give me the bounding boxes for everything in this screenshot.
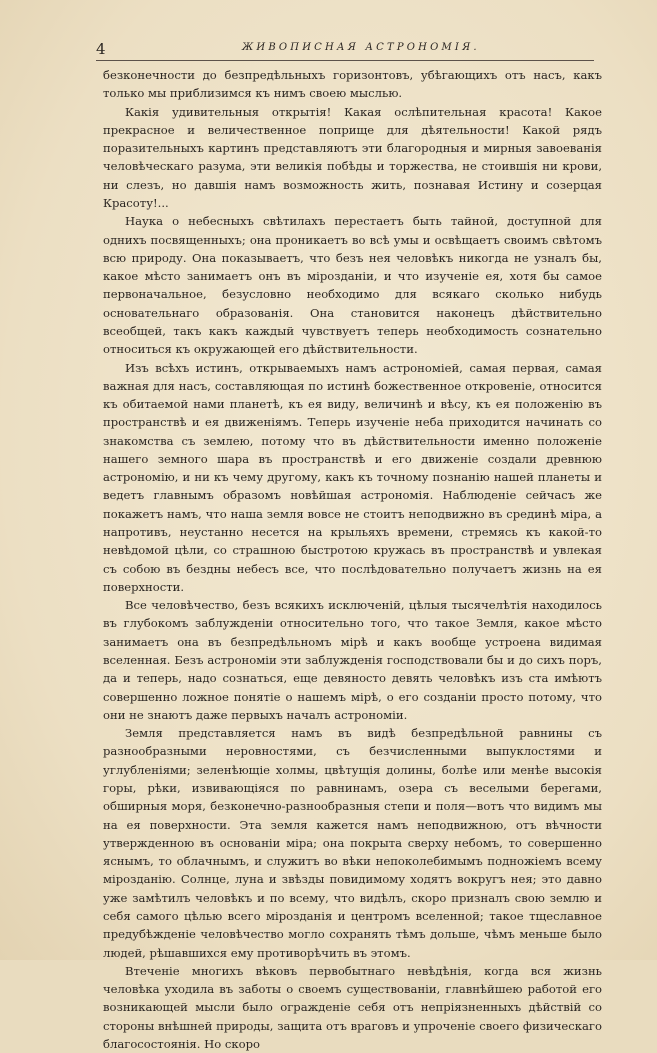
paragraph: Все человѣчество, безъ всякихъ исключеній, цѣлыя тысячелѣтія находилось въ глубокомъ заблужденіи относительно того, что такое Земля, какое мѣсто занимаетъ она въ безпредѣльномъ мірѣ и какъ вообще устроена видимая вселенная. Безъ астрономіи эти заблужденія господствовали бы и до сихъ поръ, да и теперь, надо сознаться, еще девяносто девять человѣкъ изъ ста имѣютъ совершенно ложное понятіе о нашемъ мірѣ, о его созданіи просто потому, что они не знаютъ даже первыхъ началъ астрономіи. (103, 598, 602, 722)
paragraph: безконечности до безпредѣльныхъ горизонтовъ, убѣгающихъ отъ насъ, какъ только мы приблизимся къ нимъ своею мыслью. (103, 68, 602, 101)
paragraph: Какія удивительныя открытія! Какая ослѣпительная красота! Какое прекрасное и величественное поприще для дѣятельности! Какой рядъ поразительныхъ картинъ представляютъ эти благородныя и мирныя завоеванія человѣческаго разума, эти великія побѣды и торжества, не стоившія ни крови, ни слезъ, но давшія намъ возможность жить, познавая Истину и созерцая Красоту!... (103, 104, 602, 210)
page-header (96, 40, 596, 60)
body-text (103, 66, 602, 1053)
header-rule (96, 60, 594, 61)
paragraph: Изъ всѣхъ истинъ, открываемыхъ намъ астрономіей, самая первая, самая важная для насъ, составляющая по истинѣ божественное откровеніе, относится къ обитаемой нами планетѣ, къ ея виду, величинѣ и вѣсу, къ ея положенію въ пространствѣ и ея движеніямъ. Теперь изученіе неба приходится начинать со знакомства съ землею, потому что въ дѣйствительности именно положеніе нашего земного шара въ пространствѣ и его движеніе создали древнюю астрономію, и ни къ чему другому, какъ къ точному познанію нашей планеты и ведетъ главнымъ образомъ новѣйшая астрономія. Наблюденіе сейчасъ же покажетъ намъ, что наша земля вовсе не стоитъ неподвижно въ срединѣ міра, а напротивъ, неустанно несется на крыльяхъ времени, стремясь къ какой-то невѣдомой цѣли, со страшною быстротою кружась въ пространствѣ и увлекая съ собою въ бездны небесъ все, что послѣдовательно получаетъ жизнь на ея поверхности. (103, 360, 602, 594)
page-number: 4 (96, 40, 106, 58)
running-title: ЖИВОПИСНАЯ АСТРОНОМІЯ. (242, 42, 480, 53)
paragraph: Наука о небесныхъ свѣтилахъ перестаетъ быть тайной, доступной для однихъ посвященныхъ; она проникаетъ во всѣ умы и освѣщаетъ своимъ свѣтомъ всю природу. Она показываетъ, что безъ нея человѣкъ никогда не узналъ бы, какое мѣсто занимаетъ онъ въ мірозданіи, и что изученіе ея, хотя бы самое первоначальное, безусловно необходимо для всякаго сколько нибудь основательнаго образованія. Она становится наконецъ дѣйствительно всеобщей, такъ какъ каждый чувствуетъ теперь необходимость сознательно относиться къ окружающей его дѣйствительности. (103, 214, 602, 357)
paragraph: Земля представляется намъ въ видѣ безпредѣльной равнины съ разнообразными неровностями, съ безчисленными выпуклостями и углубленіями; зеленѣющіе холмы, цвѣтущія долины, болѣе или менѣе высокія горы, рѣки, извивающіяся по равнинамъ, озера съ веселыми берегами, обширныя моря, безконечно-разнообразныя степи и поля—вотъ что видимъ мы на ея поверхности. Эта земля кажется намъ неподвижною, отъ вѣчности утвержденною въ основаніи міра; она покрыта сверху небомъ, то совершенно яснымъ, то облачнымъ, и служитъ во вѣки непоколебимымъ подножіемъ всему мірозданію. Солнце, луна и звѣзды повидимому ходятъ вокругъ нея; это давно уже замѣтилъ человѣкъ и по всему, что видѣлъ, скоро призналъ свою землю и себя самого цѣлью всего мірозданія и центромъ вселенной; такое тщеславное предубѣжденіе человѣчество могло сохранять тѣмъ дольше, чѣмъ меньше было людей, рѣшавшихся ему противорѣчить въ этомъ. (103, 726, 602, 960)
paragraph: Втеченіе многихъ вѣковъ первобытнаго невѣдѣнія, когда вся жизнь человѣка уходила въ заботы о своемъ существованіи, главнѣйшею работой его возникающей мысли было огражденіе себя отъ непріязненныхъ дѣйствій со стороны внѣшней природы, защита отъ враговъ и упроченіе своего физическаго благосостоянія. Но скоро (103, 963, 602, 1051)
